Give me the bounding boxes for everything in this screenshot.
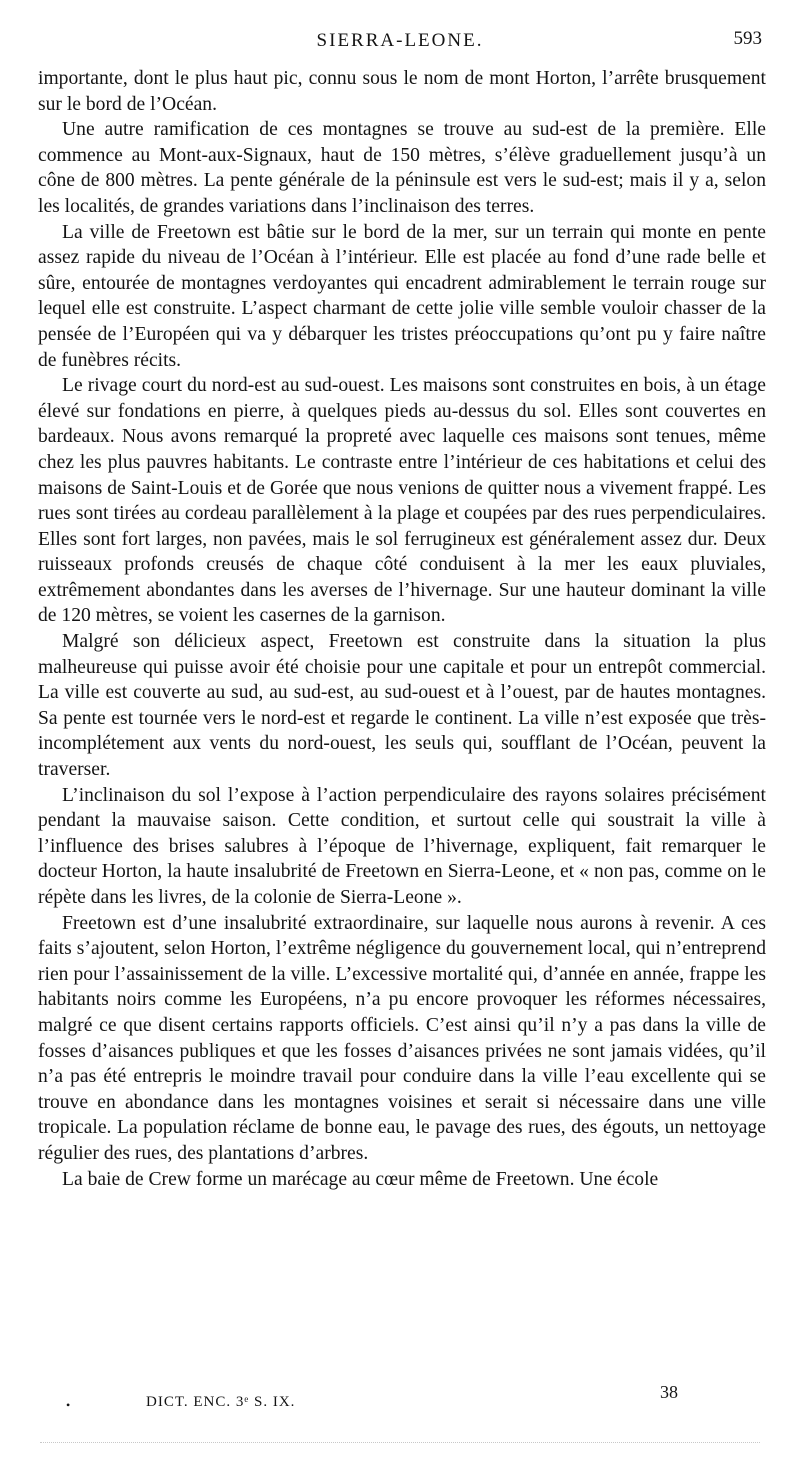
- page-number: 593: [733, 28, 762, 49]
- paragraph-5: Malgré son délicieux aspect, Freetown est construite dans la situation la plus malheureuse qui puisse avoir été choisie pour une capitale et pour un entrepôt commercial. La ville est couverte au sud, au sud-est, au sud-ouest et à l’ouest, par de hautes montagnes. Sa pente est tournée vers le nord-est et regarde le continent. La ville n’est exposée que très-incomplétement aux vents du nord-ouest, les seuls qui, soufflant de l’Océan, peuvent la traverser.: [38, 631, 766, 781]
- bottom-dotted-rule: [40, 1442, 760, 1443]
- paragraph-7: Freetown est d’une insalubrité extraordinaire, sur laquelle nous aurons à revenir. A ces faits s’ajoutent, selon Horton, l’extrême négligence du gouvernement local, qui n’entreprend rien pour l’assainissement de la ville. L’excessive mortalité qui, d’année en année, frappe les habitants noirs comme les Européens, n’a pu encore provoquer les réformes nécessaires, malgré ce que disent certains rapports officiels. C’est ainsi qu’il n’y a pas dans la ville de fosses d’aisances publiques et que les fosses d’aisances privées ne sont jamais vidées, qu’il n’a pas été entrepris le moindre travail pour conduire dans la ville l’eau excellente qui se trouve en abondance dans les montagnes voisines et serait si nécessaire dans une ville tropicale. La population réclame de bonne eau, le pavage des rues, des égouts, un nettoyage régulier des rues, des plantations d’arbres.: [38, 912, 766, 1164]
- footer-bullet: •: [66, 1398, 71, 1412]
- body-text: [38, 66, 766, 1192]
- running-title: SIERRA-LEONE.: [316, 30, 484, 51]
- paragraph-8: La baie de Crew forme un marécage au cœur même de Freetown. Une école: [62, 1168, 659, 1190]
- signature-number: 38: [660, 1382, 678, 1402]
- signature-mark: DICT. ENC. 3ᵉ S. IX.: [146, 1394, 296, 1410]
- paragraph-1-continued: importante, dont le plus haut pic, connu sous le nom de mont Horton, l’arrête brusquement sur le bord de l’Océan.: [38, 68, 766, 115]
- paragraph-3: La ville de Freetown est bâtie sur le bord de la mer, sur un terrain qui monte en pente assez rapide du niveau de l’Océan à l’intérieur. Elle est placée au fond d’une rade belle et sûre, entourée de montagnes verdoyantes qui encadrent admirablement le terrain rouge sur lequel elle est construite. L’aspect charmant de cette jolie ville semble vouloir chasser de la pensée de l’Européen qui va y débarquer les tristes préoccupations qu’ont pu y faire naître de funèbres récits.: [38, 221, 766, 371]
- paragraph-4: Le rivage court du nord-est au sud-ouest. Les maisons sont construites en bois, à un étage élevé sur fondations en pierre, à quelques pieds au-dessus du sol. Elles sont couvertes en bardeaux. Nous avons remarqué la propreté avec laquelle ces maisons sont tenues, même chez les plus pauvres habitants. Le contraste entre l’intérieur de ces habitations et celui des maisons de Saint-Louis et de Gorée que nous venions de quitter nous a vivement frappé. Les rues sont tirées au cordeau parallèlement à la plage et coupées par des rues perpendiculaires. Elles sont fort larges, non pavées, mais le sol ferrugineux est généralement assez dur. Deux ruisseaux profonds creusés de chaque côté conduisent à la mer les eaux pluviales, extrêmement abondantes dans les averses de l’hivernage. Sur une hauteur dominant la ville de 120 mètres, se voient les casernes de la garnison.: [38, 375, 766, 627]
- footer: [0, 1382, 800, 1424]
- paragraph-2: Une autre ramification de ces montagnes se trouve au sud-est de la première. Elle commence au Mont-aux-Signaux, haut de 150 mètres, s’élève graduellement jusqu’à un cône de 800 mètres. La pente générale de la péninsule est vers le sud-est; mais il y a, selon les localités, de grandes variations dans l’inclinaison des terres.: [38, 119, 766, 217]
- paragraph-6: L’inclinaison du sol l’expose à l’action perpendiculaire des rayons solaires précisément pendant la mauvaise saison. Cette condition, et surtout celle qui soustrait la ville à l’influence des brises salubres à l’époque de l’hivernage, expliquent, fait remarquer le docteur Horton, la haute insalubrité de Freetown en Sierra-Leone, et « non pas, comme on le répète dans les livres, de la colonie de Sierra-Leone ».: [38, 784, 766, 908]
